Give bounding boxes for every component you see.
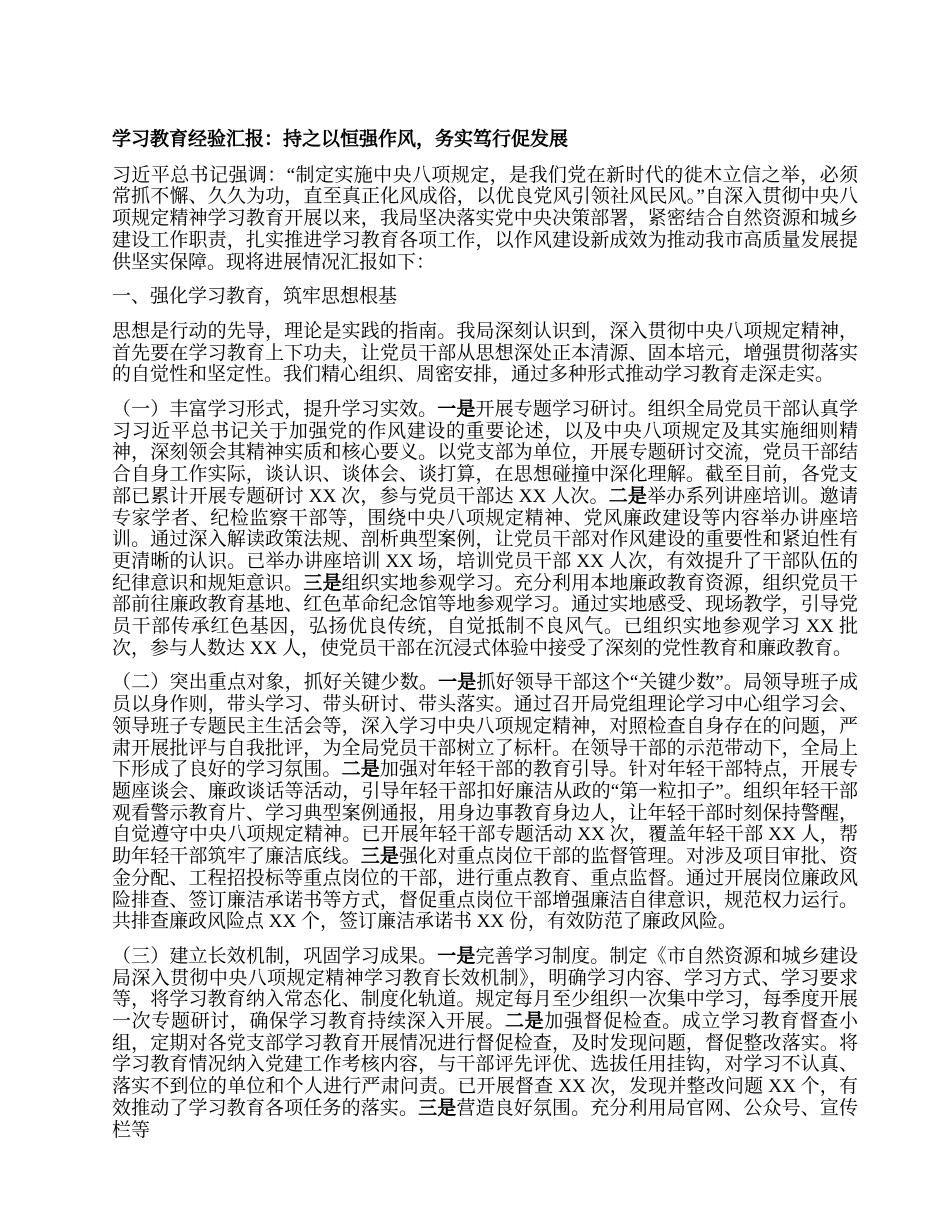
bold-text-run: 二是 (504, 1011, 545, 1033)
text-run: 加强对年轻干部的教育引导。针对年轻干部特点，开展专题座谈会、廉政谈话等活动，引导年轻干部扣好廉洁从政的“第一粒扣子”。组织年轻干部观看警示教育片、学习典型案例通报，用身边事教育身边人，让年轻干部时刻保持警醒，自觉遵守中央八项规定精神。已开展年轻干部专题活动 XX 次，覆盖年轻干部 XX 人，帮助年轻干部筑牢了廉洁底线。 (112, 759, 858, 868)
bold-text-run: 三是 (418, 1097, 457, 1119)
bold-text-run: 三是 (360, 846, 399, 868)
text-run: 思想是行动的先导，理论是实践的指南。我局深刻认识到，深入贯彻中央八项规定精神，首先要在学习教育上下功夫，让党员干部从思想深处正本清源、固本培元，增强贯彻落实的自觉性和坚定性。我们精心组织、周密安排，通过多种形式推动学习教育走深走实。 (112, 320, 858, 386)
text-run: （三）建立长效机制，巩固学习成果。 (112, 945, 438, 967)
bold-text-run: 一是 (437, 945, 476, 967)
bold-text-run: 三是 (303, 572, 342, 594)
text-run: 一、强化学习教育，筑牢思想根基 (112, 286, 398, 308)
bold-text-run: 二是 (341, 759, 380, 781)
document-content (112, 129, 858, 1154)
text-run: 强化对重点岗位干部的监督管理。对涉及项目审批、资金分配、工程招投标等重点岗位的干部，进行重点教育、重点监督。通过开展岗位廉政风险排查、签订廉洁承诺书等方式，督促重点岗位干部增强廉洁自律意识，规范权力运行。共排查廉政风险点 XX 个，签订廉洁承诺书 XX 份，有效防范了廉政风险。 (112, 846, 858, 933)
document-title: 学习教育经验汇报：持之以恒强作风，务实笃行促发展 (112, 129, 569, 150)
text-run: （二）突出重点对象，抓好关键少数。 (112, 672, 439, 694)
paragraph (112, 165, 858, 274)
text-run: 加强督促检查。成立学习教育督查小组，定期对各党支部学习教育开展情况进行督促检查，及时发现问题，督促整改落实。将学习教育情况纳入党建工作考核内容，与干部评先评优、选拔任用挂钩，对学习不认真、落实不到位的单位和个人进行严肃问责。已开展督查 XX 次，发现并整改问题 XX 个，有效推动了学习教育各项任务的落实。 (112, 1011, 858, 1119)
text-run: 营造良好氛围。充分利用局官网、公众号、宣传栏等 (112, 1097, 858, 1141)
paragraph (112, 946, 858, 1141)
text-run: 习近平总书记强调：“制定实施中央八项规定，是我们党在新时代的徙木立信之举，必须常抓不懈、久久为功，直至真正化风成俗，以优良党风引领社风民风。”自深入贯彻中央八项规定精神学习教育开展以来，我局坚决落实党中央决策部署，紧密结合自然资源和城乡建设工作职责，扎实推进学习教育各项工作，以作风建设新成效为推动我市高质量发展提供坚实保障。现将进展情况汇报如下： (112, 164, 858, 273)
text-run: 完善学习制度。制定《市自然资源和城乡建设局深入贯彻中央八项规定精神学习教育长效机制》，明确学习内容、学习方式、学习要求等，将学习教育纳入常态化、制度化轨道。规定每月至少组织一次集中学习，每季度开展一次专题研讨，确保学习教育持续深入开展。 (112, 945, 858, 1033)
text-run: （一）丰富学习形式，提升学习实效。 (112, 399, 438, 421)
text-run: 举办系列讲座培训。邀请专家学者、纪检监察干部等，围绕中央八项规定精神、党风廉政建设等内容举办讲座培训。通过深入解读政策法规、剖析典型案例，让党员干部对作风建设的重要性和紧迫性有更清晰的认识。已举办讲座培训 XX 场，培训党员干部 XX 人次，有效提升了干部队伍的纪律意识和规矩意识。 (112, 485, 858, 594)
paragraph (112, 399, 858, 659)
text-run: 组织实地参观学习。充分利用本地廉政教育资源，组织党员干部前往廉政教育基地、红色革命纪念馆等地参观学习。通过实地感受、现场教学，引导党员干部传承红色基因，弘扬优良传统，自觉抵制不良风气。已组织实地参观学习 XX 批次，参与人数达 XX 人，使党员干部在沉浸式体验中接受了深刻的党性教育和廉政教育。 (112, 572, 858, 659)
bold-text-run: 一是 (438, 672, 477, 694)
paragraph (112, 672, 858, 932)
bold-text-run: 一是 (437, 399, 476, 421)
text-run: 开展专题学习研讨。组织全局党员干部认真学习习近平总书记关于加强党的作风建设的重要论述，以及中央八项规定及其实施细则精神，深刻领会其精神实质和核心要义。以党支部为单位，开展专题研讨交流，党员干部结合自身工作实际，谈认识、谈体会、谈打算，在思想碰撞中深化理解。截至目前，各党支部已累计开展专题研讨 XX 次，参与党员干部达 XX 人次。 (112, 399, 858, 507)
section-heading (112, 286, 858, 308)
bold-text-run: 二是 (608, 485, 648, 507)
paragraph (112, 321, 858, 386)
text-run: 抓好领导干部这个“关键少数”。局领导班子成员以身作则，带头学习、带头研讨、带头落实。通过召开局党组理论学习中心组学习会、领导班子专题民主生活会等，深入学习中央八项规定精神，对照检查自身存在的问题，严肃开展批评与自我批评，为全局党员干部树立了标杆。在领导干部的示范带动下，全局上下形成了良好的学习氛围。 (112, 672, 858, 781)
document-body (112, 165, 858, 1142)
